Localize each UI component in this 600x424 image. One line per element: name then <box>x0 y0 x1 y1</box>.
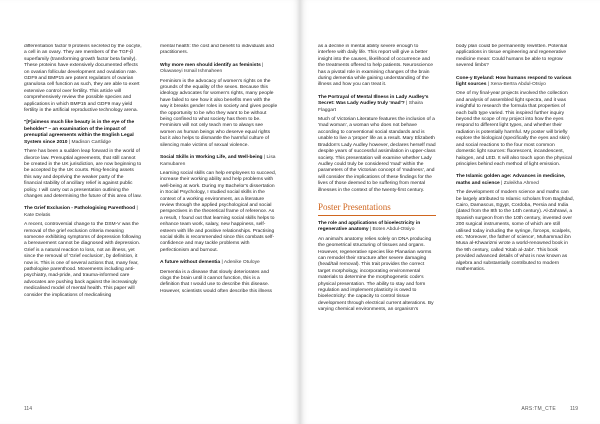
body-paragraph: differentiation factor 9 proteins secreted by the oocyte, a cell in an ovary. They are members of the TGF-β superfamily (transforming growth factor beta family). These proteins have extensively documented effects on ovarian follicular development and ovulation rate. GDF9 and BMP15 are potent regulators of ovarian granulosa cell function as such, they are able to exert extensive control over fertility. This article will comprehensively review the possible species and applications in which BMP15 and GDF9 may yield fertility in the artificial reproductive technology arena. <box>24 44 142 114</box>
abstract-title <box>456 76 574 89</box>
abstract-title <box>456 174 574 187</box>
abstract-title-text: The Portrayal of Mental Illness in Lady Audley's Secret: Was Lady Audley truly 'mad'? <box>318 94 429 107</box>
abstract-title <box>24 206 142 219</box>
body-paragraph: Much of Victorian Literature features the inclusion of a 'mad woman', a woman who does not behave according to conventional social standards and is unable to live a 'proper' life as a result. Mary Elizabeth Braddon's Lady Audley however, declares herself mad despite years of successful assimilation in upper-class society. This presentation will examine whether Lady Audley could truly be considered 'mad' within the parameters of the Victorian concept of 'madness', and will consider the implications of these findings for the lives of those deemed to be suffering from mental illnesses in the context of the twenty-first century. <box>318 117 436 193</box>
body-paragraph: Feminism is the advocacy of women's rights on the grounds of the equality of the sexes. Because this ideology advocates for women's rights, many people have failed to see how it also benefits men with the way it breaks gender roles in society and gives people the opportunity to be who they want to be without being confined to what society has them to be. Feminism will not only teach men to always see women as human beings who deserve equal rights but it also helps to dismantle the harmful culture of silencing male victims of sexual violence. <box>160 78 278 148</box>
left-column-1 <box>24 44 142 400</box>
body-paragraph: One of my final-year projects involved the collection and analysis of assembled light spectra, and it was insightful to research the formula that properties of each bulb type varied. This inspired further inquiry beyond the scope of my project into how the eyes respond to different light types, and whether their radiation is potentially harmful. My poster will briefly explore the biological (specifically the eyes and skin) and social reactions to the four most common domestic light sources: fluorescent, incandescent, halogen, and LED. It will also touch upon the physical principles behind each method of light emission. <box>456 91 572 167</box>
abstract-title-text: Cone-y Eyeland: How humans respond to various light sources <box>456 75 572 88</box>
right-column-1 <box>318 44 436 400</box>
journal-name: ARS:TM_CTE <box>521 406 556 412</box>
abstract-title-text: The Grief Exclusion - Pathologising Parenthood <box>24 206 136 212</box>
section-heading: Poster Presentations <box>318 202 436 216</box>
body-paragraph: Learning social skills can help employees to succeed, increase their working ability and help problems with well-being at work. During my Bachelor's dissertation in Social Psychology, I studied social skills in the context of a working environment, as a literature review through the applied psychological and social perspectives in the theoretical frame of reference. As a result, I found out that learning social skills helps to enhance team work, salary, new happiness, self-esteem with life and positive relationships. Practising social skills is recommended since this combats self-confidence and may tackle problems with perfectionism and burnout. <box>160 170 277 253</box>
abstract-author: | Kate Delatis <box>24 206 138 218</box>
abstract-author: | Zuleikha Ahmed <box>499 180 539 186</box>
abstract-title <box>160 260 278 266</box>
body-paragraph: Dementia is a disease that slowly deteriorates and clogs the brain until it cannot function, this is a definition that I would use to describe this disease. However, scientists would often describe this illness <box>160 269 272 294</box>
abstract-title <box>160 63 278 76</box>
abstract-title-text: The Islamic golden age: Advances in medicine, maths and science <box>456 174 566 186</box>
abstract-title <box>318 221 436 234</box>
left-footer <box>0 406 300 414</box>
right-page <box>300 0 600 424</box>
abstract-title-text: The role and applications of bioelectricity in regenerative anatomy <box>318 220 421 233</box>
body-paragraph: An animal's anatomy relies solely on DNA producing the geometrical structuring of tissues and organs. However, regenerative species like Planarian worms can remodel their structure after severe damaging (head/tail removal). This trait provides the correct target morphology, incorporating environmental materials to determine the morphogenetic code's physical presentation. The ability to stay and form regulation and implement plasticity is owed to bioelectricity: the capacity to control tissue development through electrical current alterations. By varying chemical environments, an organism's <box>318 236 434 313</box>
body-paragraph: as a decline in mental ability severe enough to interfere with daily life. This report will give a better insight into the causes, likelihood of occurrence and the treatments offered to help patients. Neuroscience has a pivotal role in examining changes of the brain during dementia while gaining understanding of the illness and how you can treat it. <box>318 44 433 88</box>
body-paragraph: There has been a sudden leap forward in the world of divorce law. Prenuptial agreements, that still cannot be created in the UK jurisdiction, are now beginning to be accepted by the UK courts. Ring-fencing assets this way and depriving the weaker party of the financial stability of ancillary relief is against public policy. I will carry out a presentation outlining the changes and determining the future of this area of law. <box>24 149 142 199</box>
abstract-title <box>318 95 436 114</box>
body-paragraph: A recent, controversial change to the DSM-V was the removal of the grief exclusion criteria meaning someone exhibiting symptoms of depression following a bereavement cannot be diagnosed with depression. Grief is a natural reaction to loss, not an illness, yet since the removal of 'Grief exclusion', by definition, it now is. This is one of several actions that, many fear, pathologise parenthood. Movements including anti-psychiatry, mad-pride, and trauma-informed care advocates are pushing back against the increasingly medicalised model of mental health. This paper will consider the implications of medicalising <box>24 222 141 298</box>
abstract-author: | Xena-Bertra Abdul-Otsiyo <box>486 82 546 88</box>
abstract-title <box>160 155 278 168</box>
abstract-title-text: A future without dementia <box>160 260 221 266</box>
body-paragraph: mental health: the cost and benefit to individuals and practitioners. <box>160 44 274 56</box>
body-paragraph: The development of modern science and maths can be largely attributed to Islamic scholars from Baghdad, Cairo, Damascus, Egypt, Cordoba, Persia and India (dated from the 8th to the 14th century). Al-Zahrawi, a Spanish surgeon from the 10th century, invented over 200 surgical instruments, some of which are still utilised today including the syringe, forceps, scalpels, etc. 'Moreover, the father of science', Muhammad ibn Musa al-Khwarizmi wrote a world-renowned book in the 9th century, called 'Kitab al-Jabr'. This book provided advanced details of what is now known as algebra and substantially contributed to modern mathematics. <box>456 190 574 272</box>
abstract-title-text: Why more men should identify as feminists <box>160 62 261 68</box>
abstract-author: | Madison Cartlidge <box>67 139 111 145</box>
abstract-author: | Lisa Kamubaren <box>160 155 276 167</box>
abstract-author: | Oluwaseyi Ismail Ishmaheen <box>160 62 264 75</box>
page-number-right: 119 <box>570 406 578 412</box>
abstract-title-text: Social Skills in Working Life, and Well-being <box>160 155 263 161</box>
abstract-title-text: "[F]aimess much like beauty is in the eye of the beholder" – an examination of the impact of prenuptial agreements within the English Legal System since 2010 <box>24 120 135 145</box>
abstract-title <box>24 120 142 146</box>
body-paragraph: body plan could be permanently rewritten. Potential applications in tissue engineering and regenerative medicine mean: Could humans be able to regrow severed limbs? <box>456 44 568 69</box>
abstract-author: | Adenike Otuloye <box>220 260 260 266</box>
abstract-author: | Boten Abdul-Otsiyo <box>368 227 415 233</box>
page-number-left: 114 <box>24 406 32 412</box>
right-footer <box>300 406 600 414</box>
left-column-2 <box>160 44 278 400</box>
abstract-author: | Shaira Flaggart <box>318 101 423 113</box>
right-column-2 <box>456 44 574 400</box>
